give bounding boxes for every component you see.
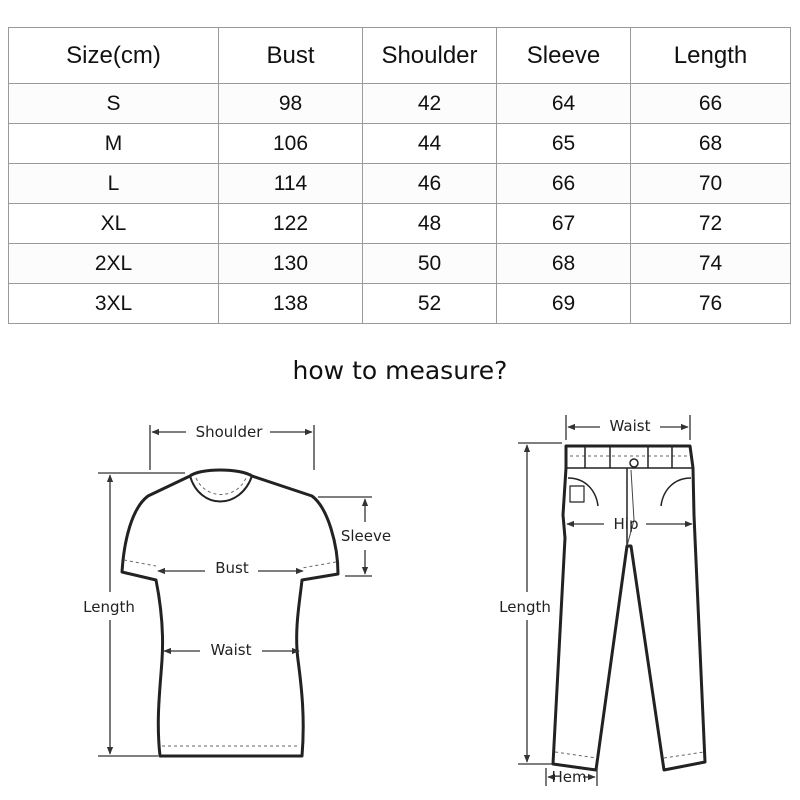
header-length: Length — [631, 28, 791, 84]
shirt-length-label: Length — [83, 598, 135, 616]
header-sleeve: Sleeve — [497, 28, 631, 84]
cell-shoulder: 44 — [363, 124, 497, 164]
cell-sleeve: 65 — [497, 124, 631, 164]
cell-sleeve: 68 — [497, 244, 631, 284]
cell-sleeve: 69 — [497, 284, 631, 324]
header-bust: Bust — [219, 28, 363, 84]
cell-bust: 130 — [219, 244, 363, 284]
cell-bust: 122 — [219, 204, 363, 244]
cell-shoulder: 52 — [363, 284, 497, 324]
cell-shoulder: 46 — [363, 164, 497, 204]
pants-hem-label: Hem — [551, 768, 587, 786]
pants-length-label: Length — [499, 598, 551, 616]
pants-waist-label: Waist — [609, 417, 651, 435]
pants-hip-label: Hip — [613, 515, 639, 533]
shirt-waist-label: Waist — [210, 641, 252, 659]
shirt-shoulder-label: Shoulder — [195, 423, 263, 441]
cell-shoulder: 42 — [363, 84, 497, 124]
cell-size: 3XL — [9, 284, 219, 324]
cell-length: 68 — [631, 124, 791, 164]
cell-sleeve: 67 — [497, 204, 631, 244]
cell-size: 2XL — [9, 244, 219, 284]
shirt-sleeve-label: Sleeve — [340, 527, 392, 545]
cell-size: XL — [9, 204, 219, 244]
cell-size: L — [9, 164, 219, 204]
pants-illustration — [553, 446, 705, 770]
cell-length: 74 — [631, 244, 791, 284]
pants-button-icon — [630, 459, 638, 467]
cell-bust: 106 — [219, 124, 363, 164]
cell-sleeve: 64 — [497, 84, 631, 124]
how-to-measure-title: how to measure? — [292, 356, 508, 385]
shirt-bust-label: Bust — [215, 559, 249, 577]
cell-shoulder: 50 — [363, 244, 497, 284]
tshirt-illustration — [122, 470, 338, 756]
cell-length: 70 — [631, 164, 791, 204]
cell-bust: 138 — [219, 284, 363, 324]
cell-length: 76 — [631, 284, 791, 324]
cell-size: M — [9, 124, 219, 164]
cell-bust: 114 — [219, 164, 363, 204]
cell-bust: 98 — [219, 84, 363, 124]
cell-size: S — [9, 84, 219, 124]
cell-sleeve: 66 — [497, 164, 631, 204]
header-shoulder: Shoulder — [363, 28, 497, 84]
header-size: Size(cm) — [9, 28, 219, 84]
tshirt-measure-lines — [98, 425, 372, 756]
cell-shoulder: 48 — [363, 204, 497, 244]
cell-length: 66 — [631, 84, 791, 124]
cell-length: 72 — [631, 204, 791, 244]
